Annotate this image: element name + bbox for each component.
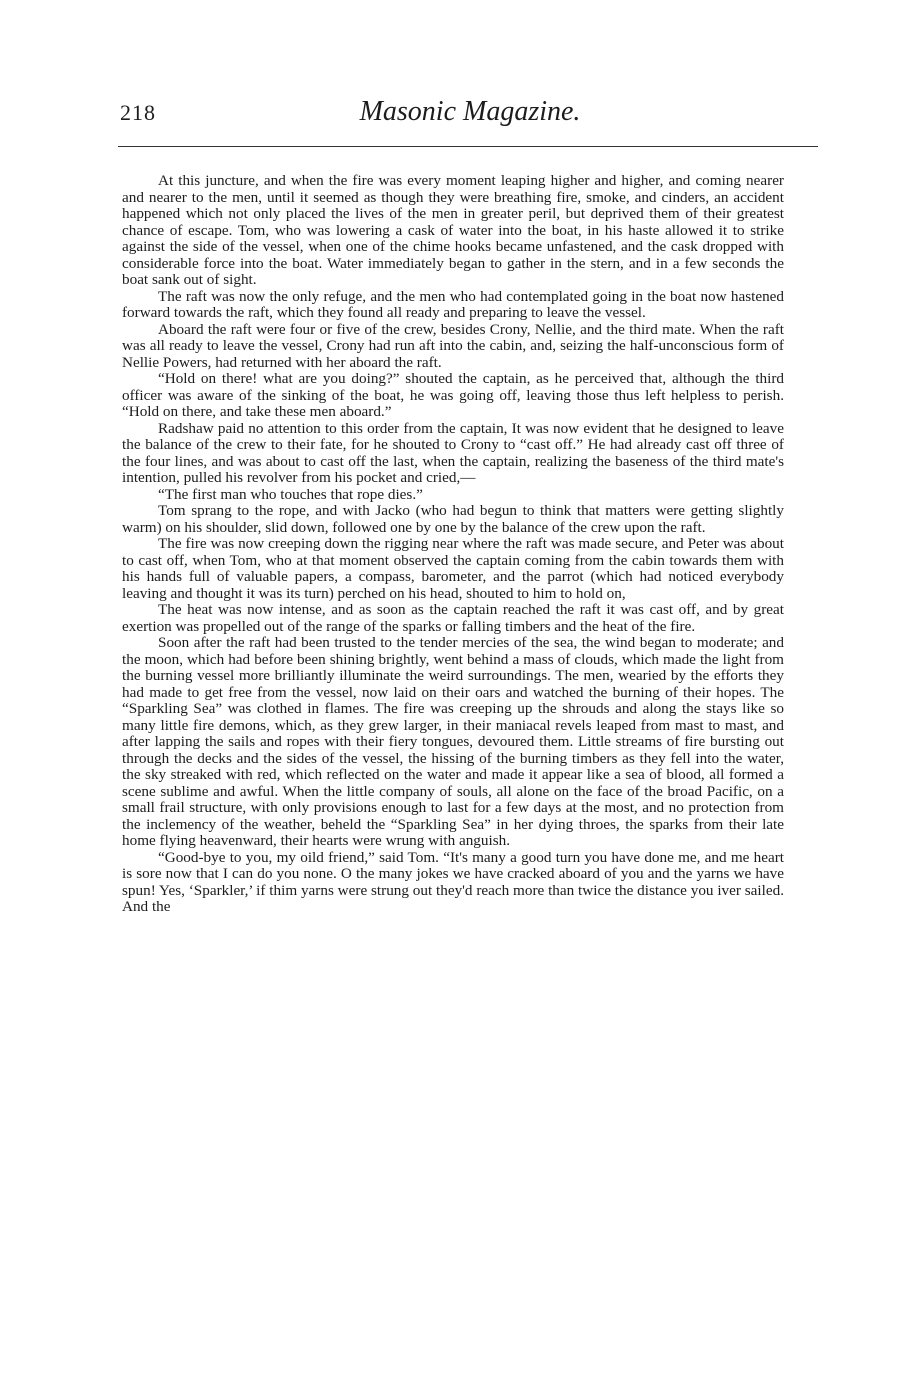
paragraph: Tom sprang to the rope, and with Jacko (who had begun to think that matters were getting slightly warm) on his shoulder, slid down, followed one by one by the balance of the crew upon the raft. bbox=[122, 502, 784, 536]
running-title: Masonic Magazine. bbox=[359, 96, 581, 127]
header-rule bbox=[118, 146, 818, 147]
paragraph: “Good-bye to you, my oild friend,” said Tom. “It's many a good turn you have done me, and me heart is sore now that I can do you none. O the many jokes we have cracked aboard of you and the yarns we have spun! Yes, ‘Sparkler,’ if thim yarns were strung out they'd reach more than twice the distance you iver sailed. And the bbox=[122, 848, 784, 915]
paragraph: The raft was now the only refuge, and the men who had contemplated going in the boat now hastened forward towards the raft, which they found all ready and preparing to leave the vessel. bbox=[122, 287, 784, 321]
paragraph: At this juncture, and when the fire was every moment leaping higher and higher, and coming nearer and nearer to the men, until it seemed as though they were breathing fire, smoke, and cinders, an accident happened which not only placed the lives of the men in greater peril, but deprived them of their greatest chance of escape. Tom, who was lowering a cask of water into the boat, in his haste allowed it to strike against the side of the vessel, when one of the chime hooks became unfastened, and the cask dropped with considerable force into the boat. Water immediately began to gather in the stern, and in a few seconds the boat sank out of sight. bbox=[122, 172, 784, 288]
article-body bbox=[122, 173, 784, 916]
paragraph: Aboard the raft were four or five of the crew, besides Crony, Nellie, and the third mate. When the raft was all ready to leave the vessel, Crony had run aft into the cabin, and, seizing the half-unconscious form of Nellie Powers, had returned with her aboard the raft. bbox=[122, 320, 784, 371]
paragraph: The heat was now intense, and as soon as the captain reached the raft it was cast off, and by great exertion was propelled out of the range of the sparks or falling timbers and the heat of the fire. bbox=[122, 601, 784, 635]
paragraph: “Hold on there! what are you doing?” shouted the captain, as he perceived that, although the third officer was aware of the sinking of the boat, he was going off, leaving those thus left helpless to perish. “Hold on there, and take these men aboard.” bbox=[122, 370, 784, 420]
paragraph: Radshaw paid no attention to this order from the captain, It was now evident that he designed to leave the balance of the crew to their fate, for he shouted to Crony to “cast off.” He had already cast off three of the four lines, and was about to cast off the last, when the captain, realizing the baseness of the third mate's intention, pulled his revolver from his pocket and cried,— bbox=[122, 419, 784, 486]
paragraph: Soon after the raft had been trusted to the tender mercies of the sea, the wind began to moderate; and the moon, which had before been shining brightly, went behind a mass of clouds, which made the light from the burning vessel more brilliantly illuminate the weird surroundings. The men, wearied by the efforts they had made to get free from the vessel, now laid on their oars and watched the burning of their hopes. The “Sparkling Sea” was clothed in flames. The fire was creeping up the shrouds and along the stays like so many little fire demons, which, as they grew larger, in their maniacal revels leaped from mast to mast, and after lapping the sails and ropes with their fiery tongues, devoured them. Little streams of fire bursting out through the decks and the sides of the vessel, the hissing of the burning timbers as they fell into the water, the sky streaked with red, which reflected on the water and made it appear like a sea of blood, all formed a scene sublime and awful. When the little company of souls, all alone on the face of the broad Pacific, on a small frail structure, with only provisions enough to last for a few days at the most, and no protection from the inclemency of the weather, beheld the “Sparkling Sea” in her dying throes, the sparks from their late home flying heavenward, their hearts were wrung with anguish. bbox=[122, 634, 784, 849]
page-number: 218 bbox=[120, 100, 156, 125]
paragraph: “The first man who touches that rope dies.” bbox=[158, 485, 423, 503]
paragraph: The fire was now creeping down the rigging near where the raft was made secure, and Peter was about to cast off, when Tom, who at that moment observed the captain coming from the cabin towards them with his hands full of valuable papers, a compass, barometer, and the parrot (which had noticed everybody leaving and thought it was its turn) perched on his head, shouted to him to hold on, bbox=[122, 535, 784, 602]
page-header bbox=[120, 96, 820, 132]
